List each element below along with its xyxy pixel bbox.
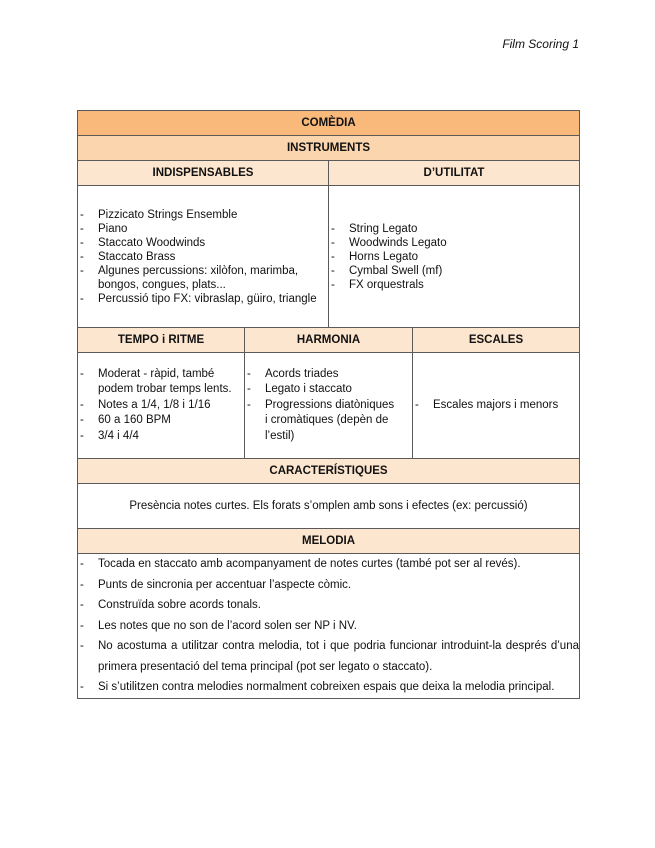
list-item: - Staccato Brass [78, 250, 328, 264]
list-item: - Piano [78, 222, 328, 236]
escales-cell [413, 353, 580, 459]
melodia-cell [78, 554, 580, 699]
caracteristiques-text: Presència notes curtes. Els forats s’omplen amb sons i efectes (ex: percussió) [78, 484, 580, 529]
escales-heading: ESCALES [413, 328, 580, 353]
list-item: - Horns Legato [329, 250, 579, 264]
list-item: - Notes a 1/4, 1/8 i 1/16 [78, 398, 238, 414]
list-item: - Algunes percussions: xilòfon, marimba, bongos, congues, plats... [78, 264, 328, 292]
harmonia-list [245, 367, 398, 445]
caracteristiques-heading: CARACTERÍSTIQUES [78, 459, 580, 484]
dutilitat-list [329, 222, 579, 292]
list-item: - Tocada en staccato amb acompanyament de notes curtes (també pot ser al revés). [78, 554, 579, 575]
list-item: - Legato i staccato [245, 382, 398, 398]
harmonia-cell [245, 353, 413, 459]
list-item: - Moderat - ràpid, també podem trobar temps lents. [78, 367, 238, 398]
document-header: Film Scoring 1 [502, 37, 579, 51]
indispensables-cell [78, 186, 329, 328]
list-item: - String Legato [329, 222, 579, 236]
list-item: - Pizzicato Strings Ensemble [78, 208, 328, 222]
list-item: - Escales majors i menors [413, 398, 571, 414]
harmonia-heading: HARMONIA [245, 328, 413, 353]
dutilitat-cell [329, 186, 580, 328]
list-item: - Les notes que no son de l’acord solen ser NP i NV. [78, 616, 579, 637]
melodia-list [78, 554, 579, 698]
tempo-cell [78, 353, 245, 459]
list-item: - FX orquestrals [329, 278, 579, 292]
indispensables-list [78, 208, 328, 306]
tempo-heading: TEMPO i RITME [78, 328, 245, 353]
indispensables-heading: INDISPENSABLES [78, 161, 329, 186]
escales-list [413, 398, 571, 414]
list-item: - Staccato Woodwinds [78, 236, 328, 250]
table-title: COMÈDIA [78, 111, 580, 136]
list-item: - Cymbal Swell (mf) [329, 264, 579, 278]
dutilitat-heading: D’UTILITAT [329, 161, 580, 186]
list-item: - Construïda sobre acords tonals. [78, 595, 579, 616]
list-item: - Percussió tipo FX: vibraslap, güiro, triangle [78, 292, 328, 306]
list-item: - Woodwinds Legato [329, 236, 579, 250]
list-item: - 3/4 i 4/4 [78, 429, 238, 445]
list-item: - Si s’utilitzen contra melodies normalment cobreixen espais que deixa la melodia principal. [78, 677, 579, 698]
list-item: - 60 a 160 BPM [78, 413, 238, 429]
instruments-heading: INSTRUMENTS [78, 136, 580, 161]
list-item: - Punts de sincronia per accentuar l’aspecte còmic. [78, 575, 579, 596]
list-item: - Acords triades [245, 367, 398, 383]
comedy-table [77, 110, 580, 699]
melodia-heading: MELODIA [78, 529, 580, 554]
tempo-list [78, 367, 238, 445]
list-item: - No acostuma a utilitzar contra melodia, tot i que podria funcionar introduint-la després d’una primera presentació del tema principal (pot ser legato o staccato). [78, 636, 579, 677]
list-item: - Progressions diatòniques i cromàtiques (depèn de l’estil) [245, 398, 398, 445]
